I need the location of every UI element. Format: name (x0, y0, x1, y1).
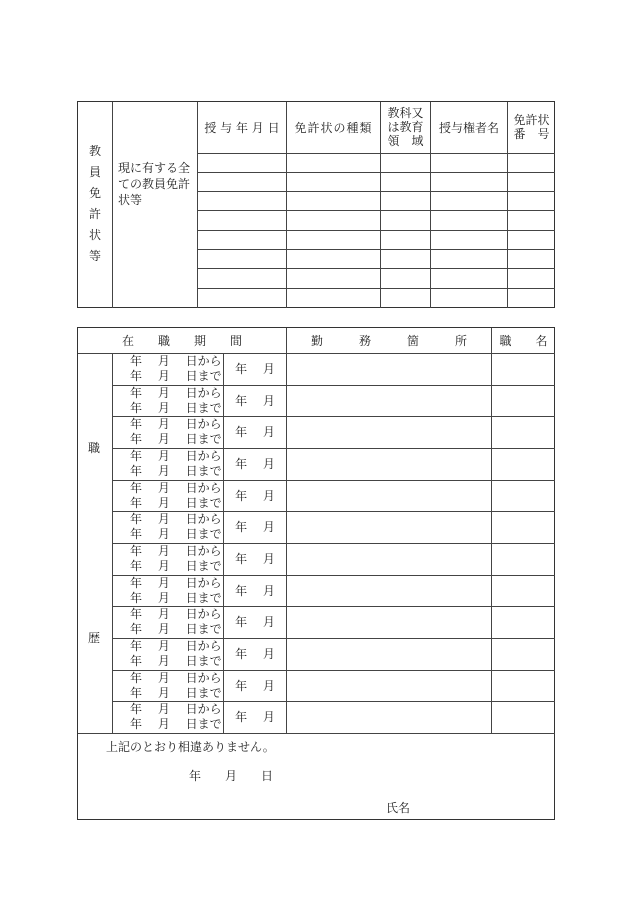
divider (197, 268, 555, 269)
row-date-to: 年 月 日まで (130, 432, 222, 446)
declaration-text: 上記のとおり相違ありません。 (106, 740, 275, 754)
row-date-to: 年 月 日まで (130, 496, 222, 510)
row-date-from: 年 月 日から (130, 576, 222, 590)
row-duration: 年 月 (235, 647, 275, 661)
career-side-label-bottom: 歴 (88, 631, 101, 645)
header-license-type: 免許状の種類 (294, 121, 373, 135)
header-subject: 教科又 は教育 領 域 (387, 106, 424, 148)
header-period: 在 職 期 間 (121, 334, 242, 348)
row-duration: 年 月 (235, 362, 275, 376)
divider (197, 172, 555, 173)
row-date-to: 年 月 日まで (130, 686, 222, 700)
row-duration: 年 月 (235, 394, 275, 408)
divider (197, 230, 555, 231)
row-date-from: 年 月 日から (130, 386, 222, 400)
row-date-from: 年 月 日から (130, 481, 222, 495)
divider (112, 102, 113, 308)
row-duration: 年 月 (235, 520, 275, 534)
row-duration: 年 月 (235, 425, 275, 439)
header-date: 授 与 年 月 日 (204, 121, 280, 135)
row-date-to: 年 月 日まで (130, 369, 222, 383)
row-date-from: 年 月 日から (130, 417, 222, 431)
divider (197, 191, 555, 192)
license-table (77, 101, 555, 308)
header-position: 職 名 (499, 334, 548, 348)
divider (197, 249, 555, 250)
row-date-from: 年 月 日から (130, 544, 222, 558)
header-license-number: 免許状 番 号 (513, 113, 550, 141)
career-side-label-top: 職 (88, 441, 101, 455)
row-date-to: 年 月 日まで (130, 654, 222, 668)
row-date-from: 年 月 日から (130, 702, 222, 716)
row-date-to: 年 月 日まで (130, 717, 222, 731)
row-duration: 年 月 (235, 615, 275, 629)
row-duration: 年 月 (235, 679, 275, 693)
row-date-to: 年 月 日まで (130, 401, 222, 415)
row-duration: 年 月 (235, 584, 275, 598)
row-date-from: 年 月 日から (130, 354, 222, 368)
career-table (77, 327, 555, 820)
row-duration: 年 月 (235, 457, 275, 471)
license-row-label: 現に有する全 ての教員免許 状等 (118, 161, 191, 207)
row-date-from: 年 月 日から (130, 449, 222, 463)
divider (286, 328, 287, 733)
divider (197, 210, 555, 211)
row-date-from: 年 月 日から (130, 639, 222, 653)
row-date-from: 年 月 日から (130, 671, 222, 685)
header-workplace: 勤 務 箇 所 (310, 334, 467, 348)
row-date-to: 年 月 日まで (130, 591, 222, 605)
divider (491, 328, 492, 733)
date-line: 年 月 日 (189, 769, 274, 783)
row-duration: 年 月 (235, 489, 275, 503)
row-duration: 年 月 (235, 710, 275, 724)
row-date-to: 年 月 日まで (130, 622, 222, 636)
row-date-to: 年 月 日まで (130, 559, 222, 573)
divider (197, 288, 555, 289)
name-label: 氏名 (386, 801, 411, 815)
row-duration: 年 月 (235, 552, 275, 566)
row-date-to: 年 月 日まで (130, 527, 222, 541)
divider (197, 153, 555, 154)
header-authority: 授与権者名 (438, 121, 499, 135)
license-side-label: 教 員 免 許 状 等 (88, 144, 101, 263)
row-date-from: 年 月 日から (130, 607, 222, 621)
row-date-from: 年 月 日から (130, 512, 222, 526)
row-date-to: 年 月 日まで (130, 464, 222, 478)
divider (78, 733, 555, 734)
